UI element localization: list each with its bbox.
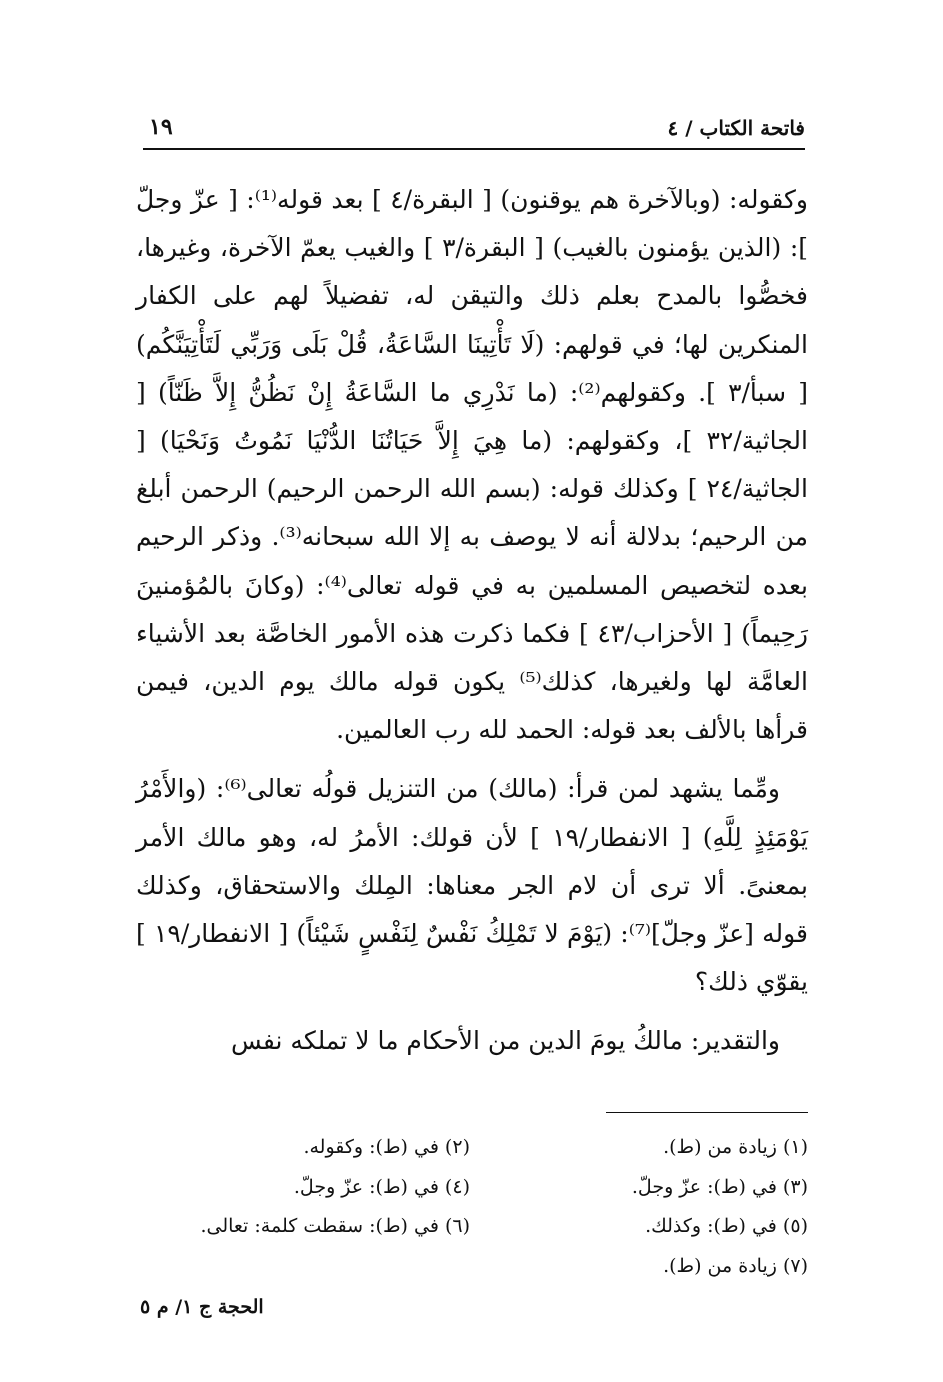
page-header [143,112,805,150]
footnotes [140,1128,808,1286]
footnote-6: (٦) في (ط): سقطت كلمة: تعالى. [200,1215,470,1237]
footnote-1: (١) زيادة من (ط). [663,1136,808,1158]
footnote-3: (٣) في (ط): عزّ وجلّ. [631,1175,808,1198]
footnote-divider [606,1112,808,1113]
footnote-4: (٤) في (ط): عزّ وجلّ. [293,1175,470,1198]
main-text [136,176,808,1077]
paragraph-2: ومِّما يشهد لمن قرأ: (مالك) من التنزيل قولُه تعالى⁽⁶⁾: (والأَمْرُ يَوْمَئِذٍ لِلَّهِ) [ الانفطار/١٩ ] لأن قولك: الأمرُ له، وهو مالك الأمر بمعنىً. ألا ترى أن لام الجر معناها: المِلك والاستحقاق، وكذلك قوله [عزّ وجلّ]⁽⁷⁾: (يَوْمَ لا تَمْلِكُ نَفْسٌ لِنَفْسٍ شَيْئاً) [ الانفطار/١٩ ] يقوّي ذلك؟ [136,774,808,997]
footnote-7: (٧) زيادة من (ط). [663,1254,808,1277]
page-number: ١٩ [149,114,173,140]
running-title: فاتحة الكتاب / ٤ [667,116,805,140]
footnote-2: (٢) في (ط): وكقوله. [303,1136,470,1158]
paragraph-1: وكقوله: (وبالآخرة هم يوقنون) [ البقرة/٤ ] بعد قوله⁽¹⁾: [ عزّ وجلّ ]: (الذين يؤمنون بالغيب) [ البقرة/٣ ] والغيب يعمّ الآخرة، وغيرها، فخصُّوا بالمدح بعلم ذلك والتيقن له، تفضيلاً لهم على الكفار المنكرين لها؛ في قولهم: (لَا تَأْتِينَا السَّاعَةُ، قُلْ بَلَى وَرَبِّي لَتَأْتِيَنَّكُم) [ سبأ/٣ ]. وكقولهم⁽²⁾: (ما نَدْرِي ما السَّاعَةُ إِنْ نَظُنُّ إِلاَّ ظَنّاً) [ الجاثية/٣٢ ]، وكقولهم: (ما هِيَ إِلاَّ حَيَاتُنَا الدُّنْيَا نَمُوتُ وَنَحْيَا) [ الجاثية/٢٤ ] وكذلك قوله: (بسم الله الرحمن الرحيم) الرحمن أبلغ من الرحيم؛ بدلالة أنه لا يوصف به إلا الله سبحانه⁽³⁾. وذكر الرحيم بعده لتخصيص المسلمين به في قوله تعالى⁽⁴⁾: (وكانَ بالمُؤمنينَ رَحِيماً) [ الأحزاب/٤٣ ] فكما ذكرت هذه الأمور الخاصَّة بعد الأشياء العامَّة لها ولغيرها، كذلك⁽⁵⁾ يكون قوله مالك يوم الدين، فيمن قرأها بالألف بعد قوله: الحمد لله رب العالمين. [136,185,809,745]
footnote-5: (٥) في (ط): وكذلك. [645,1215,808,1237]
printer-signature: الحجة ج ١/ م ٥ [140,1296,264,1318]
paragraph-3: والتقدير: مالكُ يومَ الدين من الأحكام ما لا تملكه نفس [231,1026,780,1056]
